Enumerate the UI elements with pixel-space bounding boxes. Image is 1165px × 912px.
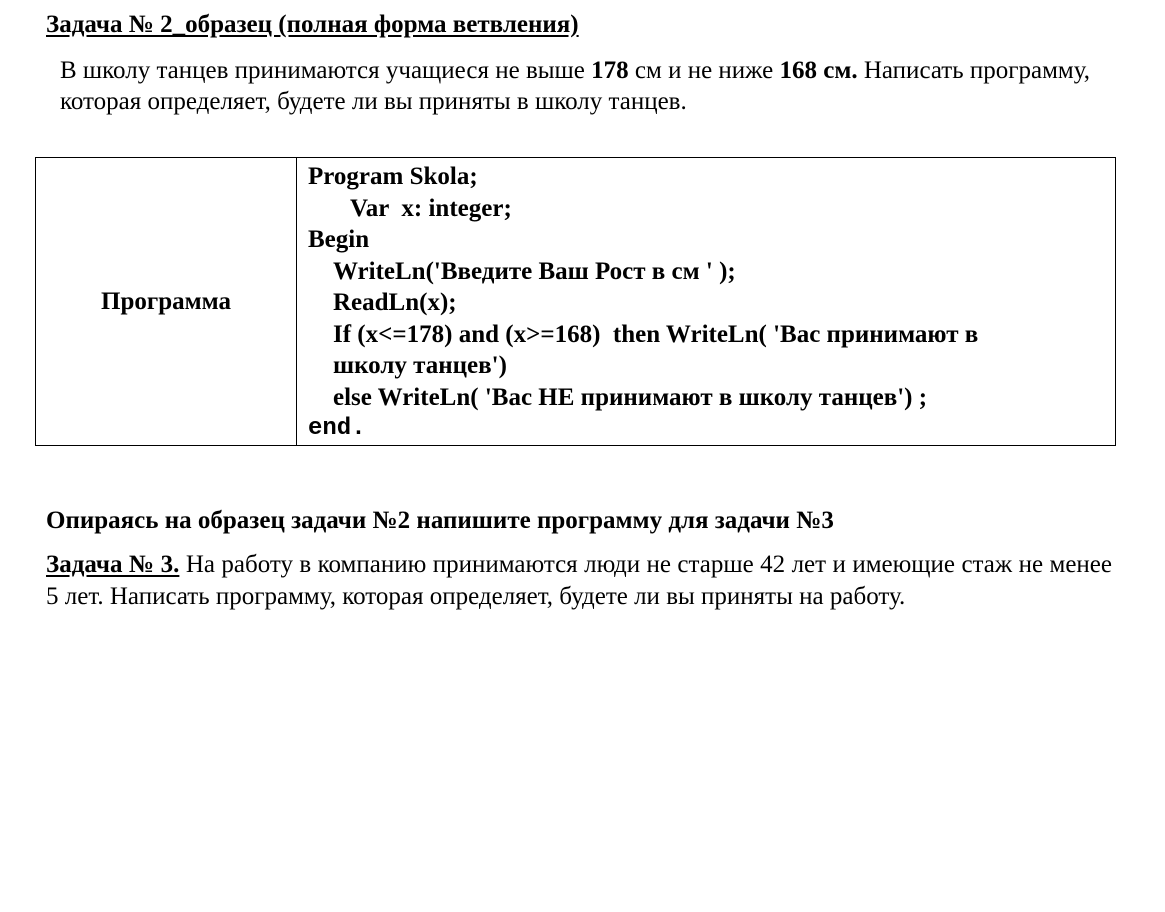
task2-description [60, 55, 1120, 117]
code-line: If (x<=178) and (x>=168) then WriteLn( 'Вас принимают в [333, 320, 979, 348]
task3-paragraph [46, 549, 1112, 612]
code-line: школу танцев') [333, 352, 507, 379]
code-line: Begin [308, 226, 370, 253]
code-line: Var x: integer; [350, 194, 512, 222]
task3-text: На работу в компанию принимаются люди не старше 42 лет и имеющие стаж не менее 5 лет. Написать программу, которая определяет, будете ли вы приняты на работу. [46, 551, 1112, 610]
code-line: WriteLn('Введите Ваш Рост в см ' ); [333, 257, 736, 285]
task2-desc-min-height: 168 см. [779, 57, 858, 84]
code-line: Program Skola; [308, 163, 478, 190]
task2-desc-part2: см и не ниже [628, 57, 780, 84]
program-label: Программа [36, 158, 297, 446]
task3-label: Задача № 3. [46, 551, 180, 578]
code-line: else WriteLn( 'Вас НЕ принимают в школу танцев') ; [333, 383, 928, 411]
task2-title: Задача № 2_образец (полная форма ветвления) [46, 11, 579, 38]
program-table [35, 157, 1116, 446]
code-line: end. [308, 415, 366, 442]
task2-desc-max-height: 178 [591, 57, 629, 84]
task2-desc-part3: Написать программу, которая определяет, будете ли вы приняты в школу танцев. [60, 57, 1090, 115]
program-code [297, 158, 1116, 446]
table-row [36, 158, 1116, 446]
code-line: ReadLn(x); [333, 289, 457, 316]
instruction-heading: Опираясь на образец задачи №2 напишите программу для задачи №3 [46, 507, 834, 534]
task2-desc-part1: В школу танцев принимаются учащиеся не выше [60, 57, 592, 84]
